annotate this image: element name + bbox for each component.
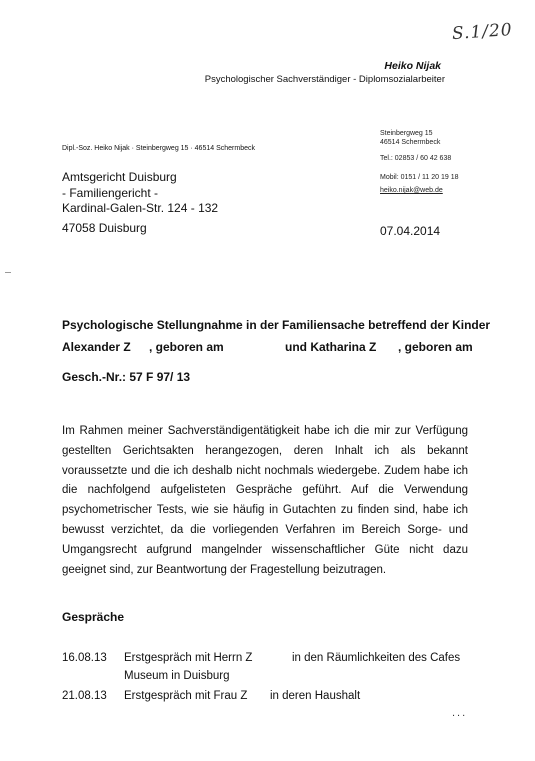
list-item — [62, 652, 468, 688]
fold-mark — [5, 272, 11, 273]
entry-text: Erstgespräch mit Herrn Z — [124, 652, 253, 664]
letterhead-name: Heiko Nijak — [384, 60, 441, 72]
entry-location: in den Räumlichkeiten des Cafes — [292, 652, 461, 664]
subject-born-1: , geboren am — [149, 340, 224, 354]
entry-location-continued: Museum in Duisburg — [124, 670, 230, 682]
letterhead-role: Psychologischer Sachverständiger - Diplomsozialarbeiter — [204, 74, 445, 85]
recipient-city: 47058 Duisburg — [62, 221, 147, 235]
subject-line-2 — [62, 336, 473, 358]
recipient-line-1: Amtsgericht Duisburg — [62, 170, 177, 184]
recipient-line-2: - Familiengericht - — [62, 185, 159, 200]
entry-text: Erstgespräch mit Frau Z — [124, 690, 248, 702]
letter-date: 07.04.2014 — [380, 224, 441, 238]
contact-phone: Tel.: 02853 / 60 42 638 — [380, 155, 452, 162]
contact-street: Steinbergweg 15 — [380, 130, 433, 137]
case-number: Gesch.-Nr.: 57 F 97/ 13 — [62, 370, 191, 384]
body-text: Im Rahmen meiner Sachverständigentätigkeit habe ich die mir zur Verfügung gestellten Gerichtsakten herangezogen, deren Inhalt ich als bekannt voraussetzte und die ich deshalb nicht nochmals wiedergebe. Zudem habe ich die nachfolgend aufgelisteten Gespräche geführt. Auf die Verwendung psychometrischer Tests, wie sie häufig in Gutachten zu finden sind, habe ich bewusst verzichtet, da die vorliegenden Verfahren im Bereich Sorge- und Umgangsrecht aufgrund mangelnder wissenschaftlicher Güte nicht dazu geeignet sind, zur Beantwortung der Fragestellung beizutragen. — [62, 425, 468, 576]
entry-date: 21.08.13 — [62, 690, 107, 702]
sender-return-address: Dipl.-Soz. Heiko Nijak · Steinbergweg 15 · 46514 Schermbeck — [62, 145, 255, 152]
entry-date: 16.08.13 — [62, 652, 107, 664]
subject-child-2: und Katharina Z — [285, 340, 377, 354]
recipient-line-3: Kardinal-Galen-Str. 124 - 132 — [62, 201, 219, 215]
contact-email[interactable]: heiko.nijak@web.de — [380, 187, 443, 194]
entry-location: in deren Haushalt — [270, 690, 361, 702]
contact-city: 46514 Schermbeck — [380, 139, 441, 146]
subject-child-1: Alexander Z — [62, 340, 131, 354]
subject-line-1: Psychologische Stellungnahme in der Familiensache betreffend der Kinder — [62, 318, 491, 332]
subject — [62, 314, 491, 358]
contact-mobile: Mobil: 0151 / 11 20 19 18 — [380, 174, 459, 181]
subject-born-2: , geboren am — [398, 340, 473, 354]
list-item — [62, 690, 468, 708]
body-paragraph — [62, 422, 468, 580]
page-number: S.1/20 — [451, 19, 514, 45]
section-heading: Gespräche — [62, 610, 125, 624]
recipient-address — [62, 170, 218, 217]
continuation-dots: ... — [452, 707, 468, 719]
